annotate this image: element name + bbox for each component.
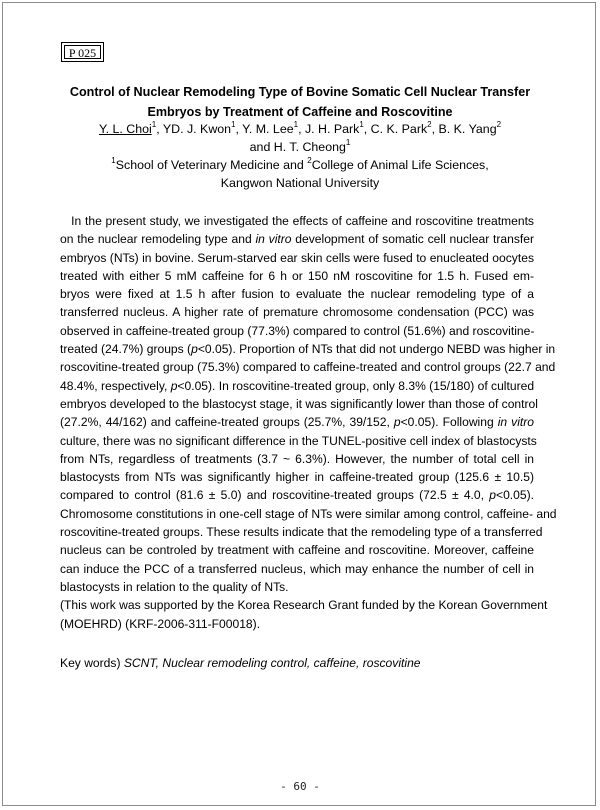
keywords [60, 654, 540, 672]
affiliation-1: School of Veterinary Medicine and [115, 158, 308, 172]
text: In the present study, we investigated the effects of caffeine and roscovitine treatments [71, 214, 534, 228]
abstract-line [60, 230, 534, 248]
presenting-author: Y. L. Choi [98, 122, 152, 136]
abstract-line: blastocysts from NTs was significantly higher in caffeine-treated group (125.6 ± 10.5) [60, 470, 534, 485]
author: , C. K. Park [363, 122, 428, 136]
text: on the nuclear remodeling type and [60, 232, 256, 247]
abstract-line: transferred nucleus. A higher rate of premature chromosome condensation (PCC) was [60, 305, 534, 320]
text: 48.4%, respectively, [60, 378, 171, 393]
abstract-line: nucleus can be controled by treatment with caffeine and roscovitine. Moreover, caffeine [60, 543, 534, 558]
italic-text: p [170, 378, 178, 393]
abstract-line: roscovitine-treated groups. These results indicate that the remodeling type of a transferred [60, 525, 543, 540]
abstract-body [60, 212, 557, 633]
text: <0.05). [496, 488, 534, 503]
author: , YD. J. Kwon [156, 122, 232, 136]
author: , J. H. Park [298, 122, 360, 136]
affiliations [60, 156, 540, 192]
affil-mark: 1 [151, 119, 157, 129]
affiliation-line-1 [60, 156, 540, 174]
abstract-line: Chromosome constitutions in one-cell stage of NTs were similar among control, caffeine- and [60, 506, 557, 521]
author: and H. T. Cheong [249, 140, 346, 154]
affil-mark: 2 [427, 119, 432, 129]
abstract-line: culture, there was no significant difference in the TUNEL-positive cell index of blastocysts [60, 433, 537, 448]
affil-mark: 1 [293, 119, 299, 129]
acknowledgement-line: (MOEHRD) (KRF-2006-311-F00018). [60, 616, 261, 631]
text: treated (24.7%) groups ( [60, 342, 192, 357]
italic-text: p [489, 488, 496, 503]
acknowledgement-line: (This work was supported by the Korea Research Grant funded by the Korean Government [60, 598, 548, 613]
affiliation-2: College of Animal Life Sciences, [311, 158, 489, 172]
text: <0.05). Proportion of NTs that did not undergo NEBD was higher in [197, 342, 556, 357]
abstract-code: P 025 [64, 45, 101, 59]
abstract-line: from NTs, regardless of treatments (3.7 ~ 6.3%). However, the number of total cell in [60, 451, 534, 466]
abstract-line: bryos were fixed at 1.5 h after fusion to evaluate the nuclear remodeling type of a [60, 287, 534, 302]
author: , Y. M. Lee [235, 122, 294, 136]
abstract-line [60, 340, 556, 358]
paper-title [60, 82, 540, 122]
abstract-code-box [61, 42, 104, 62]
affil-mark: 2 [496, 119, 502, 129]
text: <0.05). Following [400, 415, 498, 430]
author-line-1 [60, 120, 540, 138]
affil-mark: 1 [359, 119, 364, 129]
abstract-line [60, 486, 534, 504]
page-number: - 60 - [280, 780, 320, 793]
italic-text: in vitro [497, 415, 535, 430]
abstract-line [60, 413, 534, 431]
abstract-line: observed in caffeine-treated group (77.3%) compared to control (51.6%) and roscovitine- [60, 323, 535, 338]
affil-mark: 1 [231, 119, 236, 129]
italic-text: p [393, 415, 401, 430]
title-line-1: Control of Nuclear Remodeling Type of Bovine Somatic Cell Nuclear Transfer [69, 85, 531, 99]
author-line-2 [60, 138, 540, 156]
affiliation-line-2: Kangwon National University [220, 176, 380, 190]
abstract-line: embryos developed to the blastocyst stage, it was significantly lower than those of control [60, 396, 538, 411]
keywords-label: Key words) [60, 656, 124, 670]
abstract-line: can induce the PCC of a transferred nucleus, which may enhance the number of cell in [60, 561, 534, 576]
italic-text: p [191, 342, 198, 357]
italic-text: in vitro [255, 232, 292, 247]
abstract-line: roscovitine-treated group (75.3%) compared to caffeine-treated and control groups (22.7 and [60, 360, 556, 375]
author: , B. K. Yang [431, 122, 497, 136]
abstract-line [60, 377, 534, 395]
keywords-terms: SCNT, Nuclear remodeling control, caffeine, roscovitine [123, 656, 421, 670]
abstract-line: blastocysts in relation to the quality of NTs. [60, 579, 289, 594]
text: development of somatic cell nuclear transfer [291, 232, 534, 247]
text: (27.2%, 44/162) and caffeine-treated groups (25.7%, 39/152, [60, 415, 394, 430]
text: <0.05). In roscovitine-treated group, only 8.3% (15/180) of cultured [177, 378, 535, 393]
affil-mark: 1 [111, 155, 116, 165]
abstract-line [60, 212, 534, 230]
title-line-2: Embryos by Treatment of Caffeine and Roscovitine [147, 105, 453, 119]
text: compared to control (81.6 ± 5.0) and roscovitine-treated groups (72.5 ± 4.0, [60, 488, 490, 503]
author-list [60, 120, 540, 156]
abstract-line: treated with either 5 mM caffeine for 6 h or 150 nM roscovitine for 1.5 h. Fused em- [60, 268, 534, 283]
affil-mark: 1 [345, 137, 351, 147]
abstract-line: embryos (NTs) in bovine. Serum-starved ear skin cells were fused to enucleated oocytes [60, 250, 534, 265]
affil-mark: 2 [307, 155, 312, 165]
